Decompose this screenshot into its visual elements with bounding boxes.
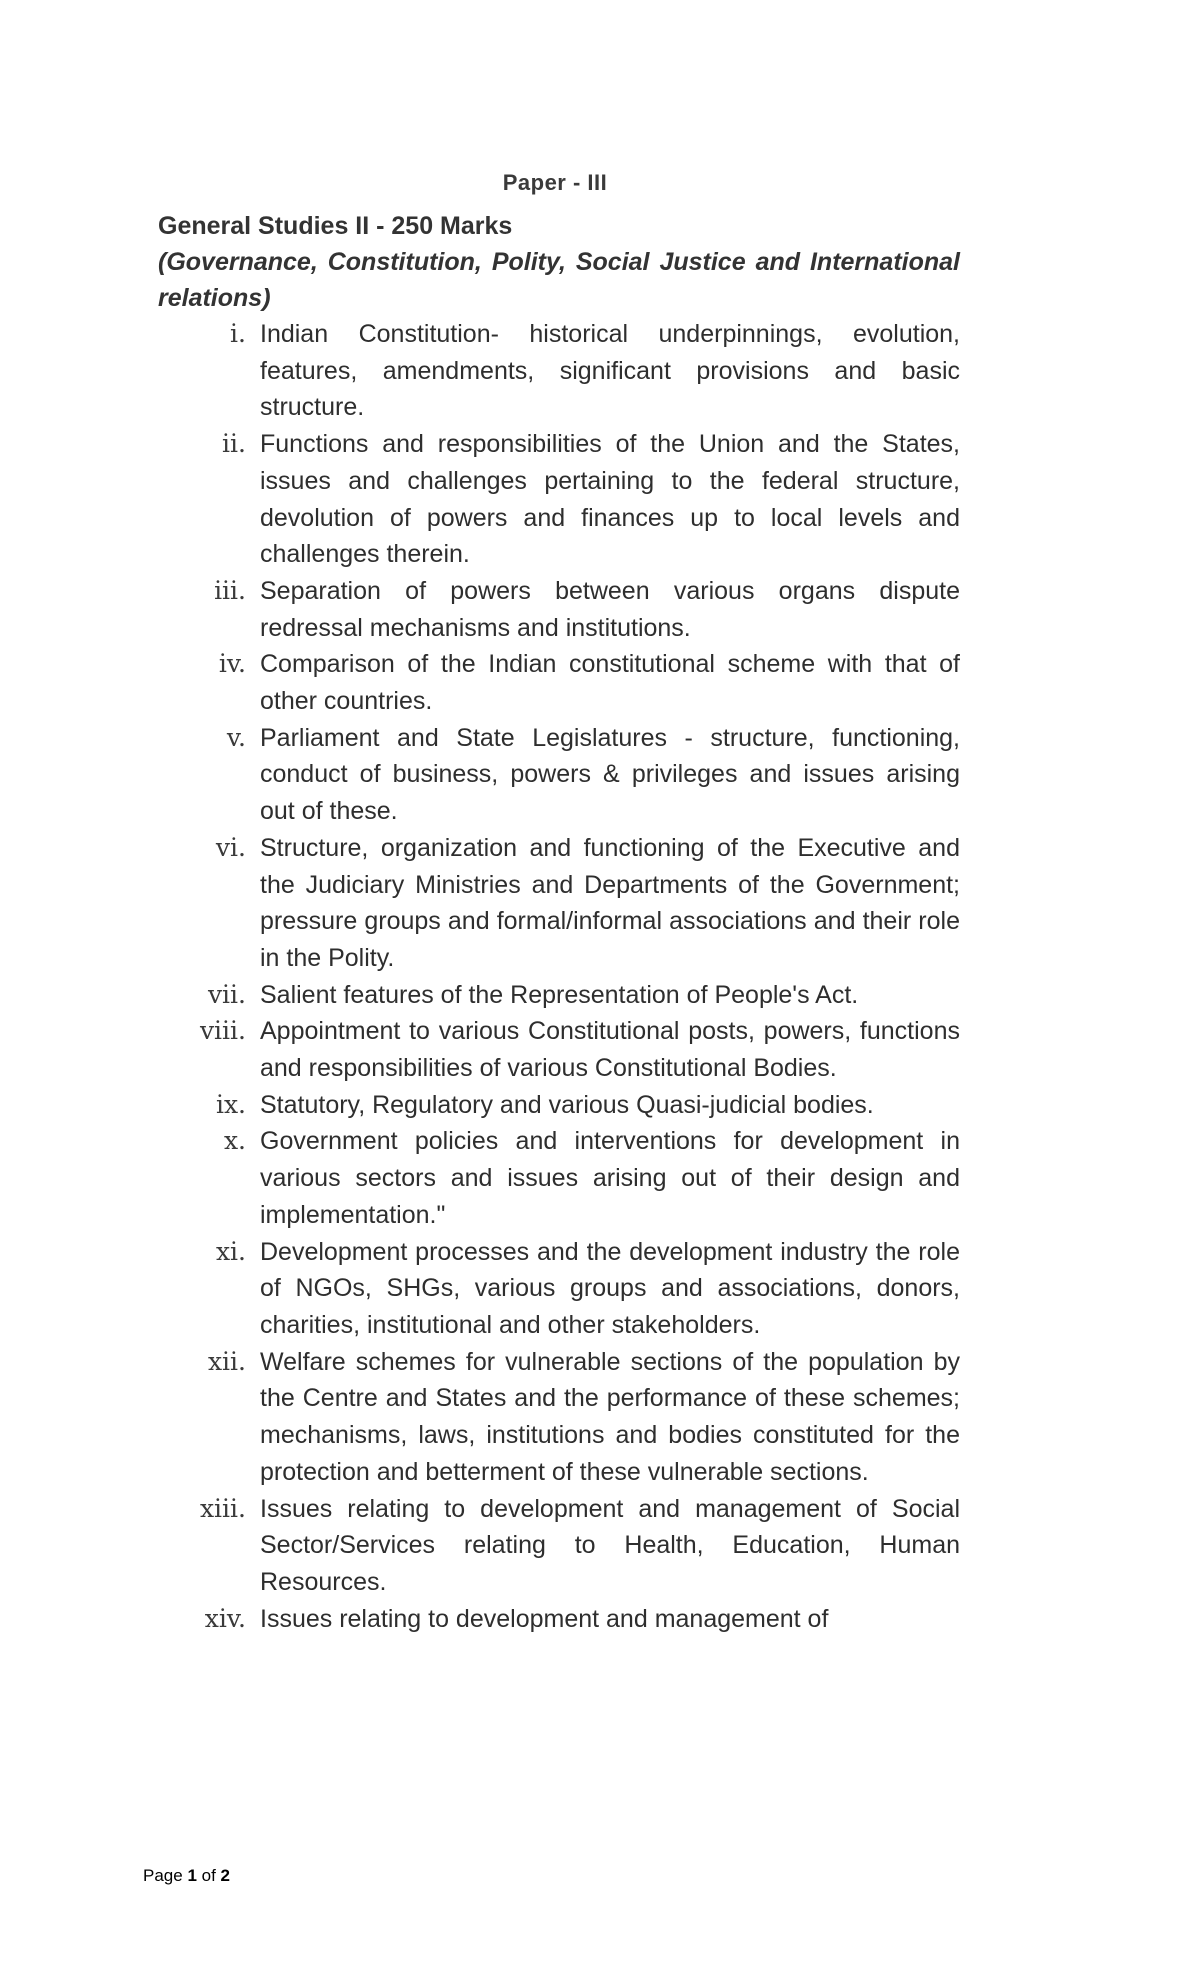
item-number: iv.	[218, 649, 246, 679]
page-footer	[143, 1866, 230, 1886]
item-number: iii.	[214, 575, 246, 605]
list-item	[150, 1234, 960, 1344]
list-item	[150, 1123, 960, 1233]
item-number: v.	[226, 722, 246, 752]
item-number: xi.	[215, 1236, 246, 1266]
list-item	[150, 1491, 960, 1601]
item-number: ix.	[215, 1089, 246, 1119]
item-number: x.	[223, 1126, 246, 1156]
list-item	[150, 720, 960, 830]
item-number: vii.	[207, 979, 246, 1009]
current-page-number: 1	[187, 1866, 197, 1885]
item-number: ii.	[222, 429, 246, 459]
item-number: xiii.	[199, 1493, 246, 1523]
subject-heading: General Studies II - 250 Marks	[158, 212, 513, 240]
list-item	[150, 977, 960, 1014]
item-text: Salient features of the Representation of People's Act.	[260, 980, 859, 1009]
scanned-page	[150, 160, 960, 1637]
item-number: vi.	[215, 832, 246, 862]
footer-middle: of	[196, 1866, 221, 1885]
list-item	[150, 573, 960, 646]
item-text: Parliament and State Legislatures - structure, functioning, conduct of business, powers & privileges and issues arising out of these.	[260, 723, 960, 826]
list-item	[150, 1344, 960, 1491]
list-item	[150, 830, 960, 977]
item-text: Separation of powers between various organs dispute redressal mechanisms and institutions.	[260, 576, 960, 642]
item-text: Issues relating to development and management of Social Sector/Services relating to Health, Education, Human Resources.	[260, 1494, 960, 1596]
item-number: viii.	[199, 1016, 246, 1046]
item-number: xiv.	[204, 1603, 246, 1633]
total-page-number: 2	[220, 1866, 230, 1885]
topic-list	[150, 316, 960, 1637]
paper-title: Paper - III	[502, 170, 608, 195]
list-item	[150, 1601, 960, 1638]
list-item	[150, 426, 960, 573]
item-number: i.	[230, 319, 246, 348]
list-item	[150, 1013, 960, 1086]
item-text: Issues relating to development and management of	[260, 1604, 829, 1633]
item-text: Appointment to various Constitutional posts, powers, functions and responsibilities of various Constitutional Bodies.	[260, 1017, 960, 1083]
item-number: xii.	[207, 1346, 246, 1376]
item-text: Development processes and the development industry the role of NGOs, SHGs, various groups and associations, donors, charities, institutional and other stakeholders.	[260, 1237, 960, 1339]
item-text: Government policies and interventions for development in various sectors and issues arising out of their design and implementation."	[260, 1127, 960, 1229]
list-item	[150, 646, 960, 719]
footer-prefix: Page	[143, 1866, 188, 1885]
list-item	[150, 316, 960, 426]
list-item	[150, 1087, 960, 1124]
item-text: Statutory, Regulatory and various Quasi-judicial bodies.	[260, 1090, 874, 1119]
item-text: Indian Constitution- historical underpinnings, evolution, features, amendments, significant provisions and basic structure.	[260, 320, 960, 422]
item-text: Welfare schemes for vulnerable sections of the population by the Centre and States and the performance of these schemes; mechanisms, laws, institutions and bodies constituted for the protection and betterment of these vulnerable sections.	[260, 1347, 960, 1486]
subject-subtitle: (Governance, Constitution, Polity, Social Justice and International relations)	[158, 248, 960, 312]
item-text: Structure, organization and functioning of the Executive and the Judiciary Ministries and Departments of the Government; pressure groups and formal/informal associations and their role in the Polity.	[260, 833, 960, 972]
item-text: Comparison of the Indian constitutional scheme with that of other countries.	[260, 650, 960, 716]
item-text: Functions and responsibilities of the Union and the States, issues and challenges pertaining to the federal structure, devolution of powers and finances up to local levels and challenges therein.	[260, 430, 960, 569]
